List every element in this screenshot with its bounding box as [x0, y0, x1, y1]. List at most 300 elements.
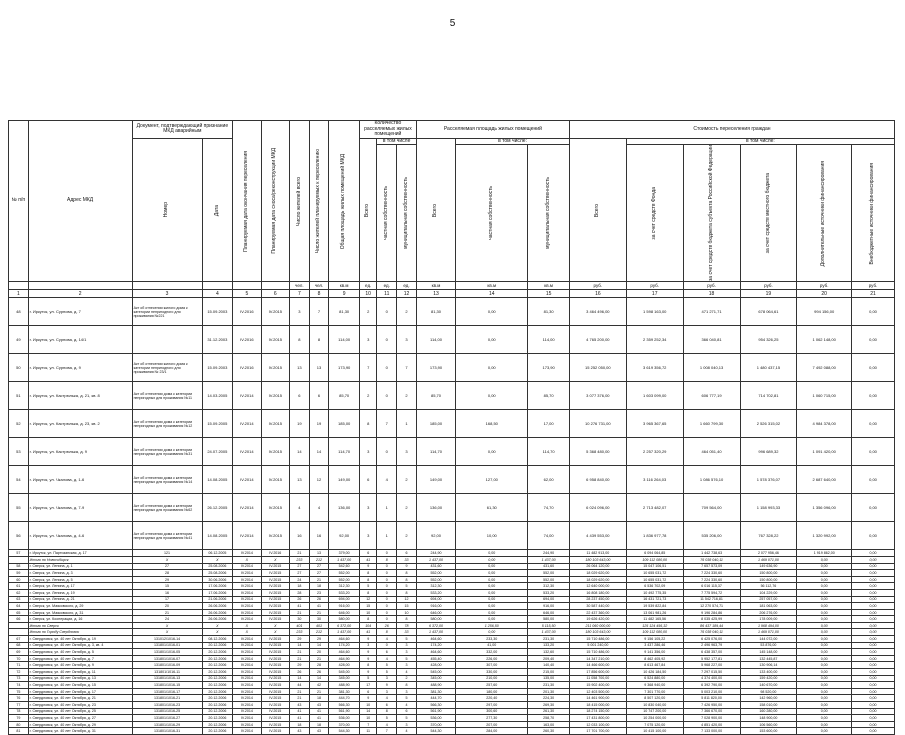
table-cell: 1 480 437,15	[740, 354, 797, 382]
table-cell: 81,30	[329, 298, 360, 326]
table-cell: 370,00	[416, 721, 455, 728]
table-cell: 18 415 000,00	[569, 702, 626, 709]
table-cell: 16	[309, 522, 329, 550]
table-cell: 552,00	[329, 570, 360, 577]
table-cell: 0,00	[797, 721, 852, 728]
table-cell: г. Свердловск, ул. 40 лет Октября, д. 23	[28, 702, 132, 709]
table-cell: 136,00	[416, 494, 455, 522]
table-cell: 114,00	[528, 326, 570, 354]
table-cell: 215,00	[528, 669, 570, 676]
table-cell: 694,00	[528, 596, 570, 603]
table-cell: 8	[359, 570, 376, 577]
table-cell: 401	[309, 622, 329, 629]
table-cell: 257,60	[456, 682, 528, 689]
unit-cell: кв.м	[329, 282, 360, 290]
table-cell: 8	[359, 576, 376, 583]
table-cell: 11	[359, 728, 376, 735]
unit-cell: кв.м	[416, 282, 455, 290]
table-cell: 0,00	[456, 576, 528, 583]
table-row	[9, 649, 895, 656]
table-cell: IV.2014	[233, 466, 261, 494]
table-cell: 284,00	[456, 728, 528, 735]
table-cell: 694,00	[416, 596, 455, 603]
table-cell: 9 141 356,00	[626, 649, 683, 656]
table-cell: 9 196 284,86	[683, 609, 740, 616]
table-cell	[9, 556, 29, 563]
header-rooms-municipal: муниципальная собственность	[397, 145, 417, 282]
table-cell: г. Свердловск, ул. 40 лет Октября, д. 31	[28, 728, 132, 735]
table-cell: IV.2016	[233, 354, 261, 382]
table-cell: 159 420,00	[740, 675, 797, 682]
table-cell: 244,90	[416, 550, 455, 557]
table-cell: 17 431 800,00	[569, 715, 626, 722]
table-cell: 224,30	[528, 695, 570, 702]
table-cell: г. Свердловск, ул. 40 лет Октября, д. 17	[28, 688, 132, 695]
table-cell: 8	[309, 326, 329, 354]
table-header	[9, 121, 895, 298]
table-cell: 15 710 486,00	[569, 636, 626, 643]
table-cell: IV.2014	[233, 522, 261, 550]
table-cell: 30.06.2006	[202, 576, 233, 583]
table-cell: 8	[377, 629, 397, 636]
table-cell: 136,00	[329, 494, 360, 522]
table-cell: 160 280,00	[740, 708, 797, 715]
table-cell: 48	[9, 298, 29, 326]
table-cell: 85,70	[528, 382, 570, 410]
table-cell: 9 368 940,00	[626, 682, 683, 689]
table-cell: 8	[397, 570, 417, 577]
table-cell: 72	[9, 669, 29, 676]
table-cell: 73	[9, 675, 29, 682]
table-cell: 2 077 956,46	[740, 550, 797, 557]
unit-cell	[261, 282, 289, 290]
table-cell: 4	[397, 728, 417, 735]
table-cell: 0	[377, 603, 397, 610]
table-cell: 21	[290, 695, 310, 702]
table-cell: 257 057,00	[740, 596, 797, 603]
table-cell: 14 347 210,00	[569, 655, 626, 662]
table-cell: IV.2015	[261, 596, 289, 603]
table-cell: 379,00	[329, 550, 360, 557]
table-cell: 10 747 200,00	[626, 708, 683, 715]
table-cell: 0,00	[797, 556, 852, 563]
table-cell: 10 276 731,00	[569, 410, 626, 438]
table-cell: IV.2015	[261, 438, 289, 466]
table-cell: 15.09.2003	[202, 354, 233, 382]
table-cell: IV.2014	[233, 702, 261, 709]
table-cell: 3	[359, 494, 376, 522]
table-cell: 24	[290, 576, 310, 583]
table-cell: 30	[309, 616, 329, 623]
table-cell: 8	[290, 326, 310, 354]
page-number: 5	[449, 18, 456, 29]
table-cell: IV.2015	[261, 728, 289, 735]
table-cell: 277,30	[456, 715, 528, 722]
table-cell: 0,00	[797, 570, 852, 577]
table-cell: 114,70	[329, 438, 360, 466]
table-cell: 0,00	[852, 522, 895, 550]
table-cell: 25.08.2006	[202, 570, 233, 577]
table-cell: 26	[309, 596, 329, 603]
table-cell: 150 800,00	[740, 576, 797, 583]
table-cell: 0,00	[852, 622, 895, 629]
table-cell: IV.2014	[233, 662, 261, 669]
table-cell: 19	[290, 410, 310, 438]
table-cell: 381,30	[329, 688, 360, 695]
table-cell: 916,00	[329, 603, 360, 610]
table-cell: 0,00	[456, 326, 528, 354]
table-cell: 1 062 148,00	[797, 326, 852, 354]
table-cell: 18 274 150,00	[569, 708, 626, 715]
table-cell: г. Свердловск, ул. 40 лет Октября, д. 7	[28, 655, 132, 662]
table-cell: 70	[9, 655, 29, 662]
table-cell: 0,00	[797, 576, 852, 583]
table-cell: 27	[309, 563, 329, 570]
table-cell: 30 587 440,00	[569, 603, 626, 610]
table-cell: IV.2015	[261, 702, 289, 709]
table-cell: 0	[377, 570, 397, 577]
table-cell: 0,00	[456, 382, 528, 410]
header-area-private: частная собственность	[456, 145, 528, 282]
column-number-cell: 8	[309, 290, 329, 298]
table-cell: 42	[309, 682, 329, 689]
table-cell: 10 655 031,72	[626, 576, 683, 583]
table-cell: 21	[309, 655, 329, 662]
table-cell: 29	[132, 576, 202, 583]
table-cell: IV.2015	[261, 603, 289, 610]
table-cell: 61,30	[456, 494, 528, 522]
table-cell: 0,00	[852, 642, 895, 649]
table-cell: 11 058 700,00	[569, 675, 626, 682]
table-cell: 8	[377, 708, 397, 715]
table-cell: 455,40	[416, 655, 455, 662]
table-cell: 3	[397, 438, 417, 466]
table-cell: 9	[397, 563, 417, 570]
table-cell: 6	[377, 649, 397, 656]
table-cell: 15 047 106,51	[626, 563, 683, 570]
table-cell: г. Сверск, ул. Маяковского, д. 31	[28, 609, 132, 616]
table-cell: 0,00	[797, 589, 852, 596]
table-cell: 2	[397, 466, 417, 494]
table-cell: 15	[359, 603, 376, 610]
table-cell: Акт об отнесении дома к категории непригодных для проживания №41	[132, 522, 202, 550]
table-cell: IV.2014	[233, 655, 261, 662]
table-cell: 2 257 320,29	[626, 438, 683, 466]
table-cell: 709 564,00	[683, 494, 740, 522]
table-cell: 131801/1016-31	[132, 728, 202, 735]
table-cell: 0	[377, 550, 397, 557]
table-cell: 0,00	[797, 688, 852, 695]
column-number-cell: 2	[28, 290, 132, 298]
table-row	[9, 603, 895, 610]
table-cell: 65	[9, 609, 29, 616]
unit-cell: ед.	[377, 282, 397, 290]
table-cell: 106 560,00	[740, 721, 797, 728]
table-cell: 1 968 494,00	[740, 622, 797, 629]
table-cell: 163,00	[528, 721, 570, 728]
header-cost-region: за счет средств бюджета субъекта Российской Федерации	[683, 145, 740, 282]
table-cell: 6	[377, 702, 397, 709]
table-cell: 7 426 950,00	[683, 702, 740, 709]
table-cell: IV.2014	[233, 636, 261, 643]
table-cell: 28	[309, 662, 329, 669]
table-cell: 41	[309, 715, 329, 722]
table-cell: Х	[202, 622, 233, 629]
table-cell: 606 777,19	[683, 382, 740, 410]
table-cell: 544,30	[329, 728, 360, 735]
table-cell: г. Свердловск, ул. 40 лет Октября, д. 21	[28, 695, 132, 702]
table-cell: 20.12.2006	[202, 702, 233, 709]
table-cell: 20.12.2006	[202, 728, 233, 735]
unit-cell: ед.	[397, 282, 417, 290]
table-cell: 8 507 120,00	[626, 695, 683, 702]
table-cell: 15 252 050,00	[569, 354, 626, 382]
table-cell: Х	[261, 629, 289, 636]
table-row	[9, 702, 895, 709]
header-cost-incl: в том числе:	[626, 138, 894, 145]
table-cell: 0,00	[852, 682, 895, 689]
unit-cell	[233, 282, 261, 290]
table-cell: 0,00	[852, 629, 895, 636]
table-cell: 21	[290, 609, 310, 616]
header-rooms-total: Всего	[359, 138, 376, 282]
table-cell: 431,60	[528, 563, 570, 570]
table-cell: 535 206,00	[683, 522, 740, 550]
column-number-cell: 6	[261, 290, 289, 298]
table-cell: 0	[377, 589, 397, 596]
table-cell: IV.2014	[233, 682, 261, 689]
table-cell: 145 148,00	[740, 649, 797, 656]
column-number-cell: 20	[797, 290, 852, 298]
table-cell: Акт об отнесении жилого дома к категории непригодного для проживания №221	[132, 298, 202, 326]
table-cell: 1 086 576,10	[683, 466, 740, 494]
table-cell: 0,00	[456, 438, 528, 466]
table-cell: 8 462 405,92	[626, 655, 683, 662]
table-cell: 114,00	[329, 326, 360, 354]
table-cell: г. Свердловск, ул. 40 лет Октября, д. 13	[28, 675, 132, 682]
table-cell: 20.12.2006	[202, 662, 233, 669]
table-cell: 8 613 467,84	[626, 662, 683, 669]
table-cell: IV.2014	[233, 382, 261, 410]
table-cell: 210,00	[456, 675, 528, 682]
table-row	[9, 669, 895, 676]
table-row	[9, 550, 895, 557]
table-row	[9, 570, 895, 577]
table-cell: 26	[290, 669, 310, 676]
table-cell: 5 368 480,00	[569, 438, 626, 466]
table-cell: 19 539 822,84	[626, 603, 683, 610]
table-cell: 10 254 000,00	[626, 715, 683, 722]
table-row	[9, 695, 895, 702]
table-cell: 6	[359, 688, 376, 695]
table-cell: 14	[359, 708, 376, 715]
table-cell: 14 461 900,00	[569, 695, 626, 702]
table-cell	[132, 326, 202, 354]
table-cell: 20.12.2006	[202, 675, 233, 682]
table-cell: 68	[9, 642, 29, 649]
table-cell: 0,00	[852, 715, 895, 722]
table-cell: 26.12.2005	[202, 494, 233, 522]
table-cell: 0,00	[852, 669, 895, 676]
table-cell: г. Иркутск, ул. Сурнова, д. 7	[28, 298, 132, 326]
table-cell: 131801/1016-01	[132, 642, 202, 649]
table-cell: г. Свердловск, ул. 40 лет Октября, д. 25	[28, 708, 132, 715]
table-cell: 0,00	[852, 298, 895, 326]
table-cell: IV.2014	[233, 669, 261, 676]
table-cell: 3	[359, 438, 376, 466]
table-cell: 297,00	[456, 702, 528, 709]
table-cell: 0,00	[852, 688, 895, 695]
table-cell: IV.2015	[261, 688, 289, 695]
table-cell: 552,00	[329, 576, 360, 583]
table-cell: 996 689,32	[740, 438, 797, 466]
table-cell: IV.2014	[233, 583, 261, 590]
table-cell: 41	[309, 603, 329, 610]
table-cell: 15 710 486,00	[569, 649, 626, 656]
table-cell: 7 133 000,00	[683, 728, 740, 735]
table-cell: 0,00	[456, 616, 528, 623]
table-cell: 3	[377, 688, 397, 695]
table-cell: IV.2015	[261, 589, 289, 596]
unit-cell	[28, 282, 132, 290]
table-cell: 6 392 790,00	[683, 682, 740, 689]
table-cell: 536,00	[329, 715, 360, 722]
table-cell: 6	[359, 466, 376, 494]
table-cell: 212	[309, 629, 329, 636]
table-cell: 26	[377, 622, 397, 629]
table-cell: 8	[359, 589, 376, 596]
table-cell: 06.12.2005	[202, 550, 233, 557]
table-cell: IV.2014	[233, 721, 261, 728]
table-cell: 332,00	[456, 649, 528, 656]
table-cell: IV.2014	[233, 609, 261, 616]
table-cell: 0,00	[797, 675, 852, 682]
table-cell: IV.2014	[233, 494, 261, 522]
table-cell: 21	[290, 688, 310, 695]
table-cell: 76	[9, 695, 29, 702]
table-cell: 180 103 643,00	[569, 556, 626, 563]
table-cell: Х	[132, 622, 202, 629]
table-cell: 4	[397, 669, 417, 676]
table-cell: 3 077 376,00	[569, 382, 626, 410]
table-cell: 13	[290, 354, 310, 382]
table-cell: IV.2014	[233, 688, 261, 695]
table-cell: г. Свердловск, ул. 40 лет Октября, д. 11	[28, 669, 132, 676]
table-cell: IV.2014	[233, 603, 261, 610]
table-cell: 4 984 378,00	[797, 410, 852, 438]
table-cell: 561,90	[329, 708, 360, 715]
table-cell: 21	[309, 609, 329, 616]
table-cell: 7 224 330,60	[683, 570, 740, 577]
table-cell: 0,00	[852, 556, 895, 563]
table-cell: 29	[309, 636, 329, 643]
unit-cell: руб.	[797, 282, 852, 290]
table-cell: IV.2015	[261, 695, 289, 702]
table-cell: 209,40	[528, 655, 570, 662]
table-cell: 7	[309, 298, 329, 326]
resettlement-table	[8, 120, 895, 735]
table-cell: 109 112 080,00	[626, 556, 683, 563]
table-cell: 20.12.2006	[202, 715, 233, 722]
table-cell: 5	[377, 715, 397, 722]
table-cell: 2 526 315,02	[740, 410, 797, 438]
table-cell: 20.12.2006	[202, 695, 233, 702]
table-cell: 0,00	[456, 629, 528, 636]
table-row	[9, 662, 895, 669]
column-number-cell: 17	[626, 290, 683, 298]
table-row	[9, 728, 895, 735]
table-cell: 18	[290, 583, 310, 590]
table-cell: 24	[132, 616, 202, 623]
table-cell: 4	[377, 636, 397, 643]
table-cell: 5	[397, 715, 417, 722]
table-cell: 488,90	[329, 682, 360, 689]
table-cell: 211 060 000,00	[569, 622, 626, 629]
column-number-cell: 13	[416, 290, 455, 298]
table-cell: 20	[309, 649, 329, 656]
table-cell: 63	[9, 596, 29, 603]
table-cell: 59	[9, 570, 29, 577]
table-cell: 15 902 400,00	[569, 682, 626, 689]
column-numbers-row	[9, 290, 895, 298]
table-cell: 5 811 820,00	[683, 695, 740, 702]
table-cell: 0,00	[456, 570, 528, 577]
table-cell: 4 851 420,00	[683, 721, 740, 728]
table-cell: 5	[359, 675, 376, 682]
table-cell: 4	[377, 695, 397, 702]
table-cell: 545,00	[329, 669, 360, 676]
table-row	[9, 563, 895, 570]
table-row	[9, 466, 895, 494]
table-cell: 8	[397, 682, 417, 689]
table-cell: 174,20	[329, 642, 360, 649]
table-cell: IV.2014	[233, 642, 261, 649]
table-cell: 7 224 330,60	[683, 576, 740, 583]
table-cell: 21	[309, 688, 329, 695]
table-cell: 0	[377, 642, 397, 649]
table-cell: 14.08.2005	[202, 522, 233, 550]
table-cell: 7 297 015,50	[683, 669, 740, 676]
table-cell: 544,30	[416, 728, 455, 735]
table-cell: 18	[290, 721, 310, 728]
header-rooms-incl: в том числе	[377, 138, 416, 145]
table-cell: 81,30	[416, 298, 455, 326]
table-cell: 109 112 080,00	[626, 629, 683, 636]
table-cell: 16 808 180,00	[569, 589, 626, 596]
table-cell: 57	[9, 550, 29, 557]
subtotal-row	[9, 622, 895, 629]
table-cell: 9	[359, 695, 376, 702]
table-cell: 1 437,00	[416, 556, 455, 563]
table-cell: 127,00	[456, 466, 528, 494]
table-cell: 131801/1016-25	[132, 708, 202, 715]
table-cell: 0,00	[852, 609, 895, 616]
table-cell: 7	[377, 410, 397, 438]
table-cell: 131801/1016-27	[132, 715, 202, 722]
table-cell: 33	[397, 556, 417, 563]
table-cell: 0,00	[852, 662, 895, 669]
table-cell: 260,30	[528, 728, 570, 735]
table-cell: г. Иркутск, ул. Партизанская, д. 17	[28, 550, 132, 557]
table-cell: 381,30	[416, 688, 455, 695]
table-cell: 0,00	[456, 609, 528, 616]
table-cell: 10 655 031,72	[626, 570, 683, 577]
table-cell: 8	[377, 556, 397, 563]
table-cell: 5	[397, 655, 417, 662]
table-cell: 0,00	[852, 655, 895, 662]
table-cell: 185,00	[329, 410, 360, 438]
table-cell: 180,00	[456, 688, 528, 695]
